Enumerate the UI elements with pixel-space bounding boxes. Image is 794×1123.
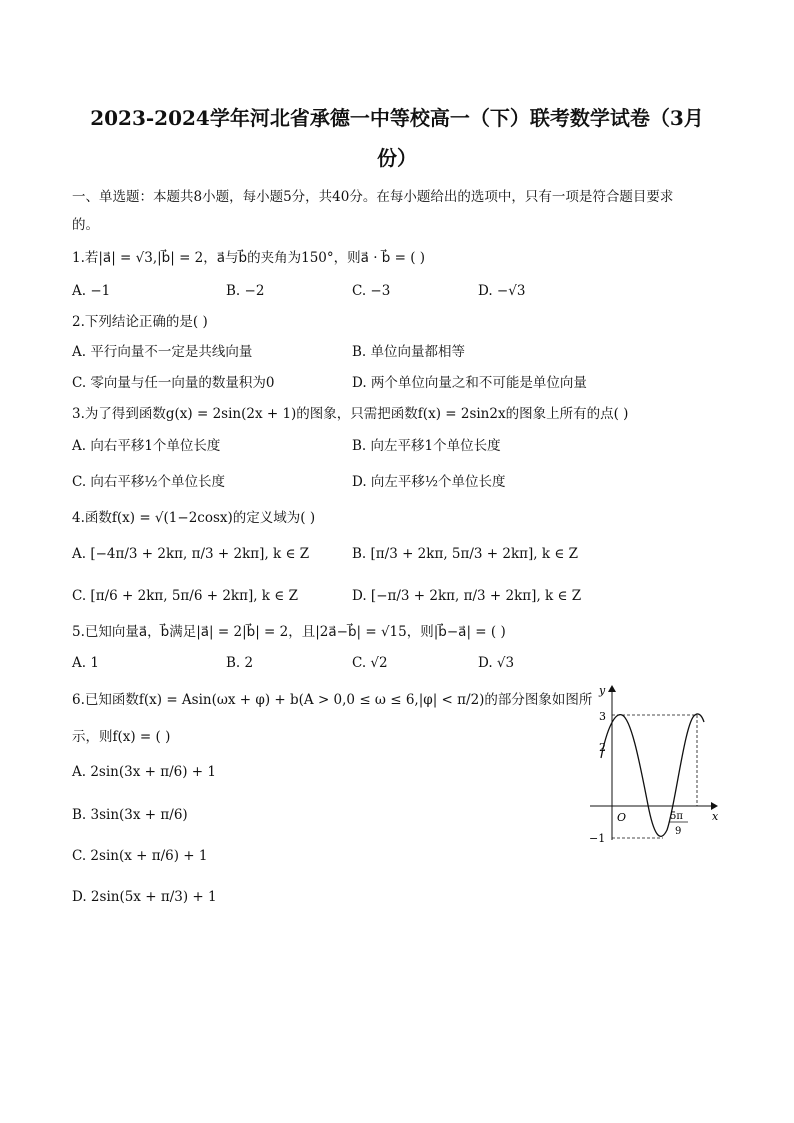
y-axis-label: y bbox=[599, 684, 606, 697]
question-2-option-b: B. 单位向量都相等 bbox=[352, 344, 466, 360]
question-3-stem: 3.为了得到函数g(x) = 2sin(2x + 1)的图象，只需把函数f(x) = 2sin2x的图象上所有的点( ) bbox=[72, 406, 629, 422]
exam-title-line-2: 份） bbox=[377, 146, 417, 170]
section-instructions-cont: 的。 bbox=[72, 217, 99, 233]
question-1-option-a: A. −1 bbox=[72, 283, 111, 299]
y-tick-2: 2 bbox=[599, 741, 606, 754]
question-1-option-d: D. −√3 bbox=[478, 283, 526, 299]
question-6-option-b: B. 3sin(3x + π/6) bbox=[72, 807, 188, 823]
question-3-option-b: B. 向左平移1个单位长度 bbox=[352, 438, 501, 454]
origin-label: O bbox=[617, 811, 627, 824]
question-1-option-c: C. −3 bbox=[352, 283, 391, 299]
question-2-option-a: A. 平行向量不一定是共线向量 bbox=[72, 344, 253, 360]
x-axis-label: x bbox=[712, 810, 719, 823]
question-4-stem: 4.函数f(x) = √(1−2cosx)的定义域为( ) bbox=[72, 510, 316, 526]
y-tick-3: 3 bbox=[599, 710, 606, 723]
question-4-option-a: A. [−4π/3 + 2kπ, π/3 + 2kπ], k ∈ Z bbox=[72, 546, 310, 562]
question-5-option-b: B. 2 bbox=[226, 655, 254, 671]
question-2-stem: 2.下列结论正确的是( ) bbox=[72, 314, 208, 330]
question-4-option-d: D. [−π/3 + 2kπ, π/3 + 2kπ], k ∈ Z bbox=[352, 588, 582, 604]
question-5-option-a: A. 1 bbox=[72, 655, 99, 671]
exam-title-line-1: 2023-2024学年河北省承德一中等校高一（下）联考数学试卷（3月 bbox=[90, 106, 704, 130]
section-instructions: 一、单选题：本题共8小题，每小题5分，共40分。在每小题给出的选项中，只有一项是符合题目要求 bbox=[72, 189, 674, 205]
question-6-stem-cont: 示，则f(x) = ( ) bbox=[72, 729, 171, 745]
question-6-option-d: D. 2sin(5x + π/3) + 1 bbox=[72, 889, 217, 905]
question-5-stem: 5.已知向量a⃗，b⃗满足|a⃗| = 2|b⃗| = 2，且|2a⃗−b⃗| = √15，则|b⃗−a⃗| = ( ) bbox=[72, 624, 506, 640]
x-tick-numerator: 5π bbox=[670, 811, 683, 822]
function-graph bbox=[585, 680, 725, 850]
question-6-stem: 6.已知函数f(x) = Asin(ωx + φ) + b(A > 0,0 ≤ ω ≤ 6,|φ| < π/2)的部分图象如图所 bbox=[72, 692, 593, 708]
question-2-option-d: D. 两个单位向量之和不可能是单位向量 bbox=[352, 375, 587, 391]
question-5-option-c: C. √2 bbox=[352, 655, 388, 671]
y-tick-neg1: −1 bbox=[589, 832, 606, 845]
question-3-option-a: A. 向右平移1个单位长度 bbox=[72, 438, 221, 454]
question-3-option-c: C. 向右平移½个单位长度 bbox=[72, 474, 226, 490]
question-6-option-a: A. 2sin(3x + π/6) + 1 bbox=[72, 764, 216, 780]
question-2-option-c: C. 零向量与任一向量的数量积为0 bbox=[72, 375, 275, 391]
question-3-option-d: D. 向左平移½个单位长度 bbox=[352, 474, 506, 490]
question-4-option-c: C. [π/6 + 2kπ, 5π/6 + 2kπ], k ∈ Z bbox=[72, 588, 298, 604]
question-6-option-c: C. 2sin(x + π/6) + 1 bbox=[72, 848, 208, 864]
question-5-option-d: D. √3 bbox=[478, 655, 515, 671]
question-1-stem: 1.若|a⃗| = √3,|b⃗| = 2，a⃗与b⃗的夹角为150°，则a⃗ · b⃗ = ( ) bbox=[72, 250, 426, 266]
question-4-option-b: B. [π/3 + 2kπ, 5π/3 + 2kπ], k ∈ Z bbox=[352, 546, 579, 562]
x-tick-denominator: 9 bbox=[675, 826, 682, 837]
question-1-option-b: B. −2 bbox=[226, 283, 265, 299]
